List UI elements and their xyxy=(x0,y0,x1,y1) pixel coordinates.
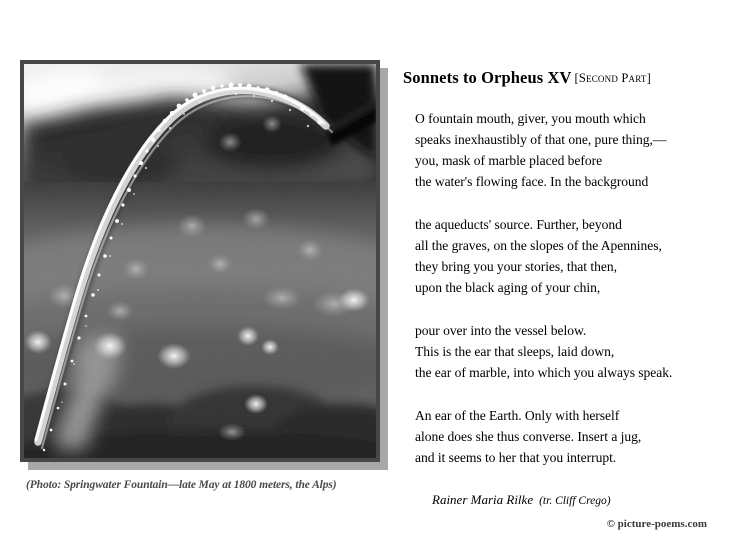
verse-line: they bring you your stories, that then, xyxy=(415,259,617,274)
springwater-fountain-photo xyxy=(24,64,376,458)
poem-title-main: Sonnets to Orpheus XV xyxy=(403,68,572,87)
verse-line: alone does she thus converse. Insert a jug, xyxy=(415,429,642,444)
verse-line: pour over into the vessel below. xyxy=(415,323,587,338)
poem-author: Rainer Maria Rilke xyxy=(432,492,534,507)
verse-line: speaks inexhaustibly of that one, pure thing,— xyxy=(415,132,667,147)
verse-line: O fountain mouth, giver, you mouth which xyxy=(415,111,646,126)
poem-attribution xyxy=(404,492,724,508)
photo-block xyxy=(20,60,388,470)
stanza xyxy=(415,214,724,298)
stanza xyxy=(415,405,724,468)
verse-line: An ear of the Earth. Only with herself xyxy=(415,408,620,423)
verse-line: the water's flowing face. In the background xyxy=(415,174,649,189)
photo-caption: (Photo: Springwater Fountain—late May at 1800 meters, the Alps) xyxy=(26,479,337,491)
verse-line: all the graves, on the slopes of the Apennines, xyxy=(415,238,662,253)
poem-column xyxy=(404,68,724,508)
copyright-footer: © picture-poems.com xyxy=(606,518,707,530)
stanza xyxy=(415,320,724,383)
poem-title-part: [Second Part] xyxy=(574,71,651,85)
poem-body xyxy=(404,108,724,468)
verse-line: the ear of marble, into which you always speak. xyxy=(415,365,673,380)
verse-line: This is the ear that sleeps, laid down, xyxy=(415,344,615,359)
verse-line: and it seems to her that you interrupt. xyxy=(415,450,617,465)
page-title xyxy=(402,68,724,88)
verse-line: you, mask of marble placed before xyxy=(415,153,603,168)
verse-line: upon the black aging of your chin, xyxy=(415,280,601,295)
photo-frame xyxy=(20,60,380,462)
poem-translator: (tr. Cliff Crego) xyxy=(539,495,611,507)
stanza xyxy=(415,108,724,192)
verse-line: the aqueducts' source. Further, beyond xyxy=(415,217,622,232)
